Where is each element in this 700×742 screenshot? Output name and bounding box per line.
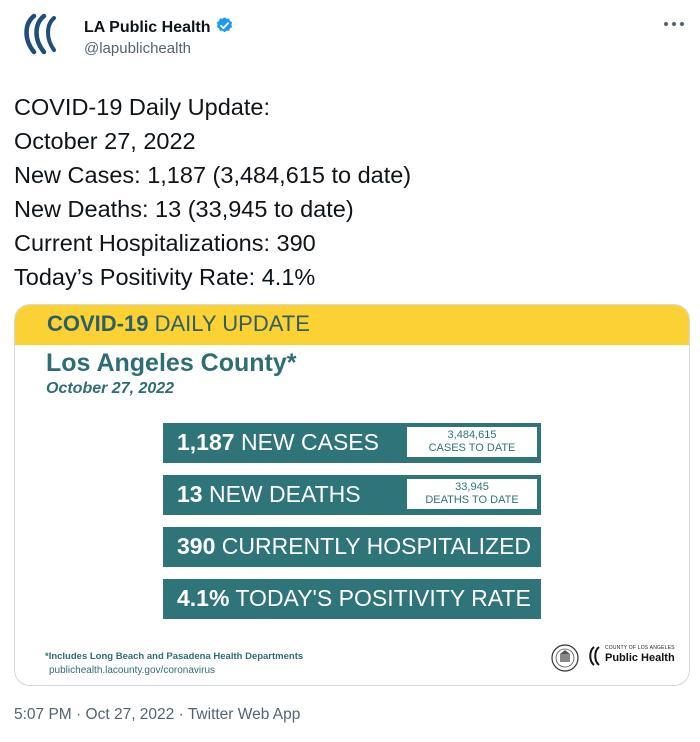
stat-label: NEW DEATHS [208, 481, 361, 507]
separator-dot: · [178, 706, 184, 723]
county-seal-icon [551, 644, 579, 672]
tweet-source-link[interactable]: Twitter Web App [187, 706, 301, 723]
tweet-line: New Cases: 1,187 (3,484,615 to date) [14, 162, 412, 188]
stat-label: CURRENTLY HOSPITALIZED [221, 533, 532, 559]
logo-public-health-text: Public Health [605, 652, 675, 664]
stat-value: 390 [177, 533, 216, 559]
stat-value: 4.1% [177, 585, 230, 611]
tweet-timestamp [14, 706, 300, 724]
public-health-logo-icon [587, 645, 601, 667]
separator-dot: · [76, 706, 82, 723]
card-footnote: *Includes Long Beach and Pasadena Health Departments [45, 651, 304, 662]
stat-row-new-cases [163, 423, 541, 463]
banner-title-bold: COVID-19 [47, 311, 149, 336]
stat-total-label: DEATHS TO DATE [425, 494, 519, 506]
logo-county-text: COUNTY OF LOS ANGELES [605, 645, 675, 651]
stat-value: 13 [177, 481, 203, 507]
card-date: October 27, 2022 [46, 380, 175, 397]
more-options-icon[interactable] [660, 14, 688, 34]
stat-total-box [407, 479, 537, 509]
tweet-line: New Deaths: 13 (33,945 to date) [14, 196, 354, 222]
stat-total-value: 33,945 [455, 481, 489, 493]
avatar[interactable] [14, 10, 62, 58]
card-banner [15, 305, 689, 345]
display-name[interactable] [84, 16, 234, 37]
stat-label: TODAY'S POSITIVITY RATE [235, 585, 531, 611]
stat-total-box [407, 427, 537, 457]
account-handle[interactable]: @lapublichealth [84, 40, 191, 57]
tweet-line: October 27, 2022 [14, 128, 196, 154]
tweet-text [14, 90, 674, 294]
display-name-text[interactable]: LA Public Health [84, 19, 211, 36]
stat-main-text [177, 481, 361, 508]
media-image-card[interactable] [14, 304, 690, 686]
county-title: Los Angeles County* [46, 349, 297, 377]
stat-row-new-deaths [163, 475, 541, 515]
tweet-line: COVID-19 Daily Update: [14, 94, 270, 120]
tweet-date-link[interactable]: Oct 27, 2022 [85, 706, 175, 723]
stat-main-text [177, 585, 531, 612]
stat-value: 1,187 [177, 429, 235, 455]
stat-total-label: CASES TO DATE [428, 442, 516, 454]
stat-total-value: 3,484,615 [447, 429, 497, 441]
tweet-line: Today’s Positivity Rate: 4.1% [14, 264, 316, 290]
banner-title [47, 311, 310, 337]
banner-title-rest: DAILY UPDATE [154, 311, 310, 336]
stat-main-text [177, 533, 531, 560]
stat-row-positivity [163, 579, 541, 619]
stat-row-hospitalized [163, 527, 541, 567]
tweet-line: Current Hospitalizations: 390 [14, 230, 316, 256]
card-url: publichealth.lacounty.gov/coronavirus [49, 665, 216, 676]
stat-label: NEW CASES [240, 429, 379, 455]
tweet-time-link[interactable]: 5:07 PM [14, 706, 72, 723]
stat-main-text [177, 429, 379, 456]
verified-badge-icon [215, 16, 234, 35]
